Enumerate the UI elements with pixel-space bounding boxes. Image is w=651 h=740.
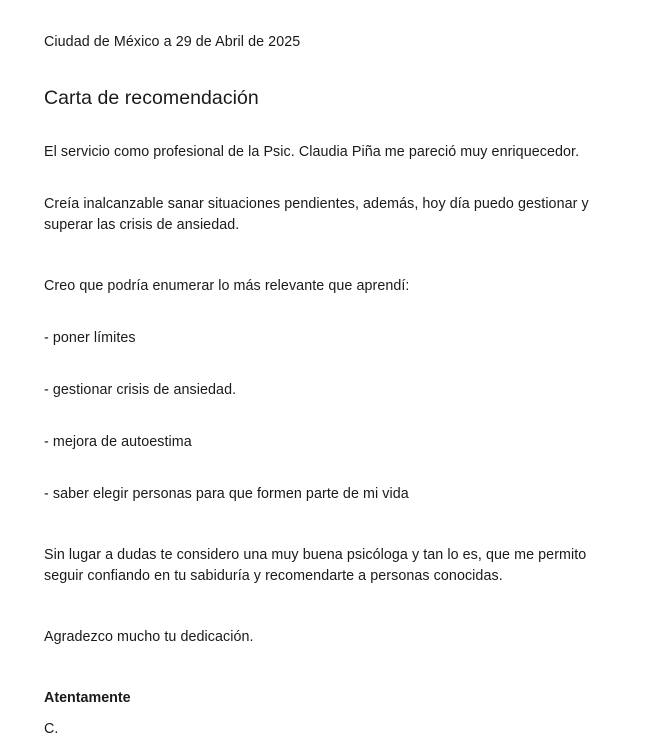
signoff-signature: C. [44, 721, 59, 737]
recommendation-letter [44, 0, 615, 740]
date-line: Ciudad de México a 29 de Abril de 2025 [44, 34, 301, 50]
paragraph-thanks: Agradezco mucho tu dedicación. [44, 629, 254, 645]
paragraph-progress: Creía inalcanzable sanar situaciones pendientes, además, hoy día puedo gestionar y superar las crisis de ansiedad. [44, 196, 593, 233]
paragraph-intro: El servicio como profesional de la Psic. Claudia Piña me pareció muy enriquecedor. [44, 144, 580, 160]
paragraph-endorsement: Sin lugar a dudas te considero una muy buena psicóloga y tan lo es, que me permito seguir confiando en tu sabiduría y recomendarte a personas conocidas. [44, 547, 591, 584]
learnings-list [44, 297, 615, 505]
signoff [44, 648, 615, 740]
signoff-closing: Atentamente [44, 690, 131, 706]
list-item: - poner límites [44, 330, 136, 346]
list-item: - saber elegir personas para que formen parte de mi vida [44, 486, 409, 502]
list-intro-text: Creo que podría enumerar lo más relevante que aprendí: [44, 278, 410, 294]
list-item: - gestionar crisis de ansiedad. [44, 382, 237, 398]
list-item: - mejora de autoestima [44, 434, 192, 450]
page-title: Carta de recomendación [44, 87, 259, 109]
